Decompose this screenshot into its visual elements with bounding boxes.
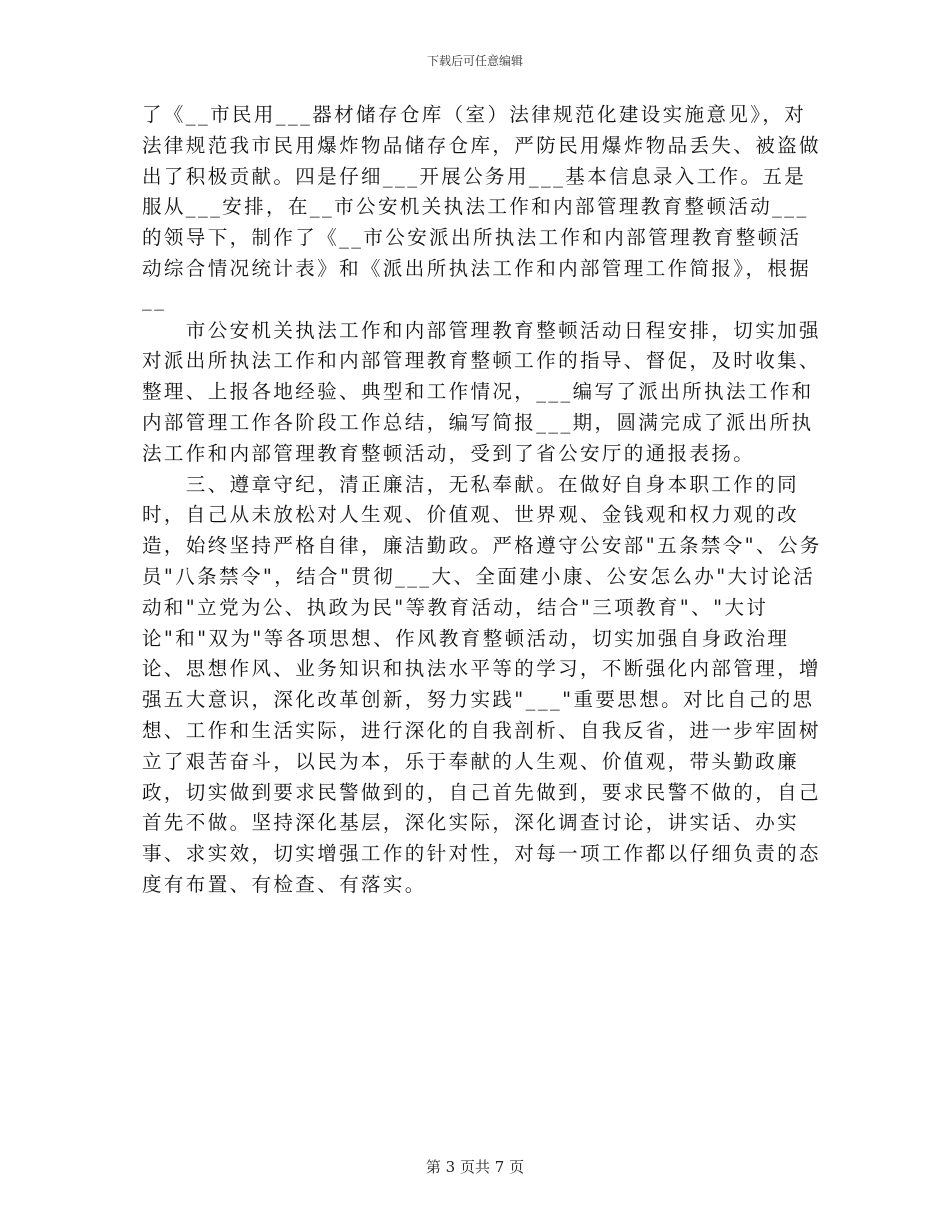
paragraph-schedule: 市公安机关执法工作和内部管理教育整顿活动日程安排，切实加强对派出所执法工作和内部管理教育整顿工作的指导、督促，及时收集、整理、上报各地经验、典型和工作情况，___编写了派出所执法工作和内部管理工作各阶段工作总结，编写简报___期，圆满完成了派出所执法工作和内部管理教育整顿活动，受到了省公安厅的通报表扬。 [142, 318, 821, 465]
paragraph-continuation: 了《__市民用___器材储存仓库（室）法律规范化建设实施意见》，对法律规范我市民用爆炸物品储存仓库，严防民用爆炸物品丢失、被盗做出了积极贡献。四是仔细___开展公务用___基本信息录入工作。五是服从___安排，在__市公安机关执法工作和内部管理教育整顿活动___的领导下，制作了《__市公安派出所执法工作和内部管理教育整顿活动综合情况统计表》和《派出所执法工作和内部管理工作简报》，根据__ [142, 103, 821, 311]
paragraph-discipline: 三、遵章守纪，清正廉洁，无私奉献。在做好自身本职工作的同时，自己从未放松对人生观、价值观、世界观、金钱观和权力观的改造，始终坚持严格自律，廉洁勤政。严格遵守公安部"五条禁令"、公务员"八条禁令"，结合"贯彻___大、全面建小康、公安怎么办"大讨论活动和"立党为公、执政为民"等教育活动，结合"三项教育"、"大讨论"和"双为"等各项思想、作风教育整顿活动，切实加强自身政治理论、思想作风、业务知识和执法水平等的学习，不断强化内部管理，增强五大意识，深化改革创新，努力实践"___"重要思想。对比自己的思想、工作和生活实际，进行深化的自我剖析、自我反省，进一步牢固树立了艰苦奋斗，以民为本，乐于奉献的人生观、价值观，带头勤政廉政，切实做到要求民警做到的，自己首先做到，要求民警不做的，自己首先不做。坚持深化基层，深化实际，深化调查讨论，讲实话、办实事、求实效，切实增强工作的针对性，对每一项工作都以仔细负责的态度有布置、有检查、有落实。 [142, 472, 822, 896]
page-number: 第 3 页共 7 页 [425, 1158, 525, 1176]
document-body [142, 100, 822, 901]
page-header-note: 下载后可任意编辑 [426, 54, 523, 68]
